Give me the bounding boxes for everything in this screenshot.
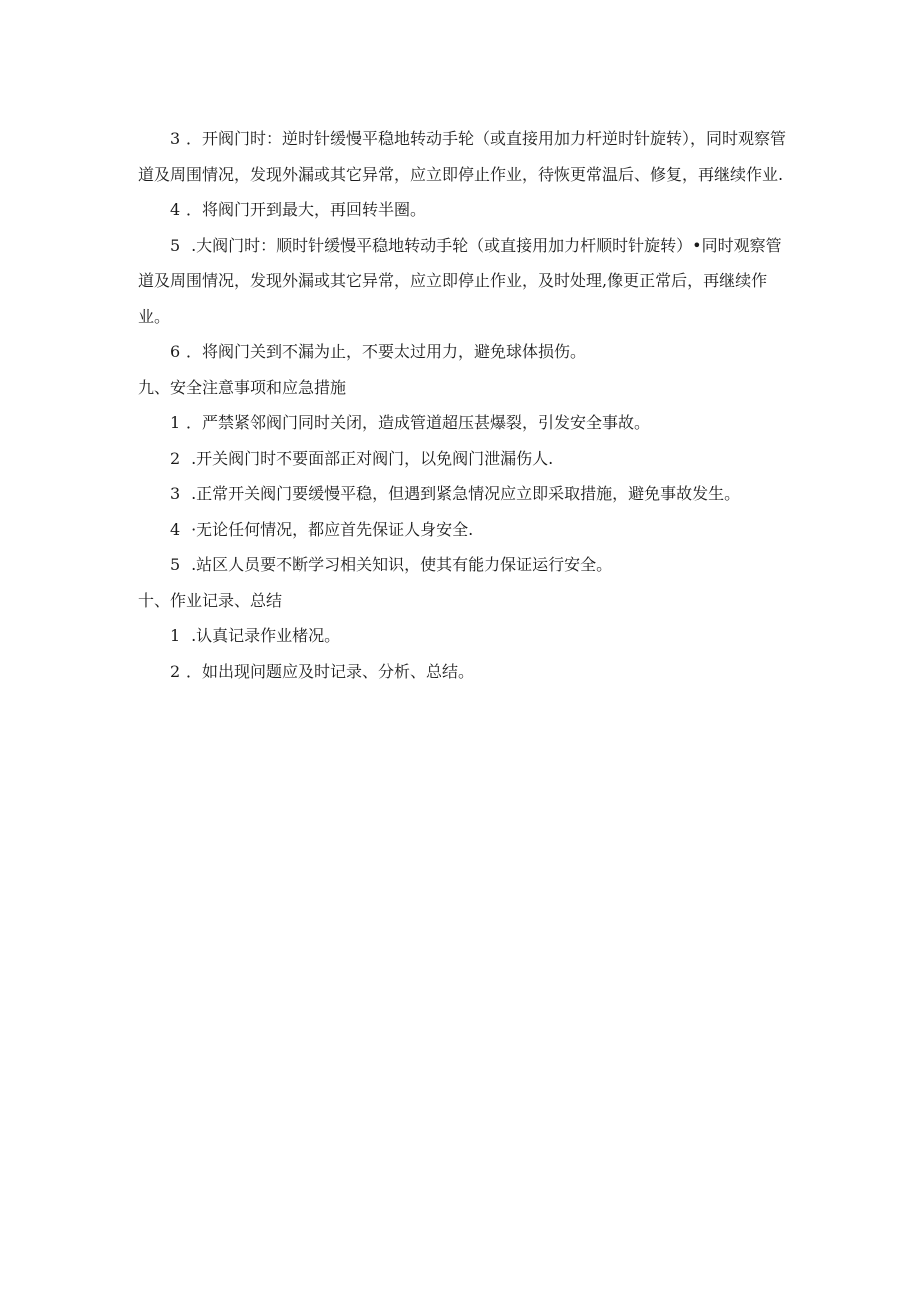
item-number: 5 [170,235,181,255]
item-text: .站区人员要不断学习相关知识，使其有能力保证运行安全。 [186,555,613,574]
list-item [138,547,788,583]
section-heading: 九、安全注意事项和应急措施 [138,377,347,397]
list-item [138,618,788,654]
section-heading: 十、作业记录、总结 [138,590,283,610]
list-item [138,121,788,192]
item-number: 4 [170,200,181,219]
list-item [138,512,788,548]
item-text: ．严禁紧邻阀门同时关闭，造成管道超压甚爆裂，引发安全事故。 [186,413,651,432]
list-item [138,228,788,335]
list-item [138,476,788,512]
item-number: 6 [170,342,181,361]
item-text: .正常开关阀门要缓慢平稳，但遇到紧急情况应立即采取措施，避免事故发生。 [186,484,741,503]
item-text: .开关阀门时不要面部正对阀门，以免阀门泄漏伤人. [186,448,554,468]
item-number: 4 [170,519,181,539]
list-item [138,405,788,441]
item-number: 2 [170,448,181,468]
item-number: 5 [170,555,181,574]
item-text: .认真记录作业楮况。 [186,626,341,645]
item-text: ．将阀门关到不漏为止，不要太过用力，避免球体损伤。 [186,342,587,361]
document-body [138,121,788,689]
item-number: 2 [170,661,181,681]
item-number: 1 [170,413,181,432]
list-item [138,441,788,477]
list-item [138,192,788,228]
item-number: 1 [170,626,181,645]
item-number: 3 [170,484,181,503]
item-text: ．将阀门开到最大，再回转半圈。 [186,200,427,219]
list-item [138,334,788,370]
item-text: ．如出现问题应及时记录、分析、总结。 [186,661,475,681]
list-item [138,654,788,690]
item-text: ．开阀门时：逆时针缓慢平稳地转动手轮（或直接用加力杆逆时针旋转），同时观察管道及周围情况，发现外漏或其它异常，应立即停止作业，待恢更常温后、修复，再继续作业. [138,129,787,184]
item-text: ·无论任何情况，都应首先保证人身安全. [186,519,474,539]
item-text: .大阀门时：顺时针缓慢平稳地转动手轮（或直接用加力杆顺时针旋转）•同时观察管道及周围情况，发现外漏或其它异常，应立即停止作业，及时处理,像更正常后，再继续作业。 [138,235,782,326]
item-number: 3 [170,129,181,148]
